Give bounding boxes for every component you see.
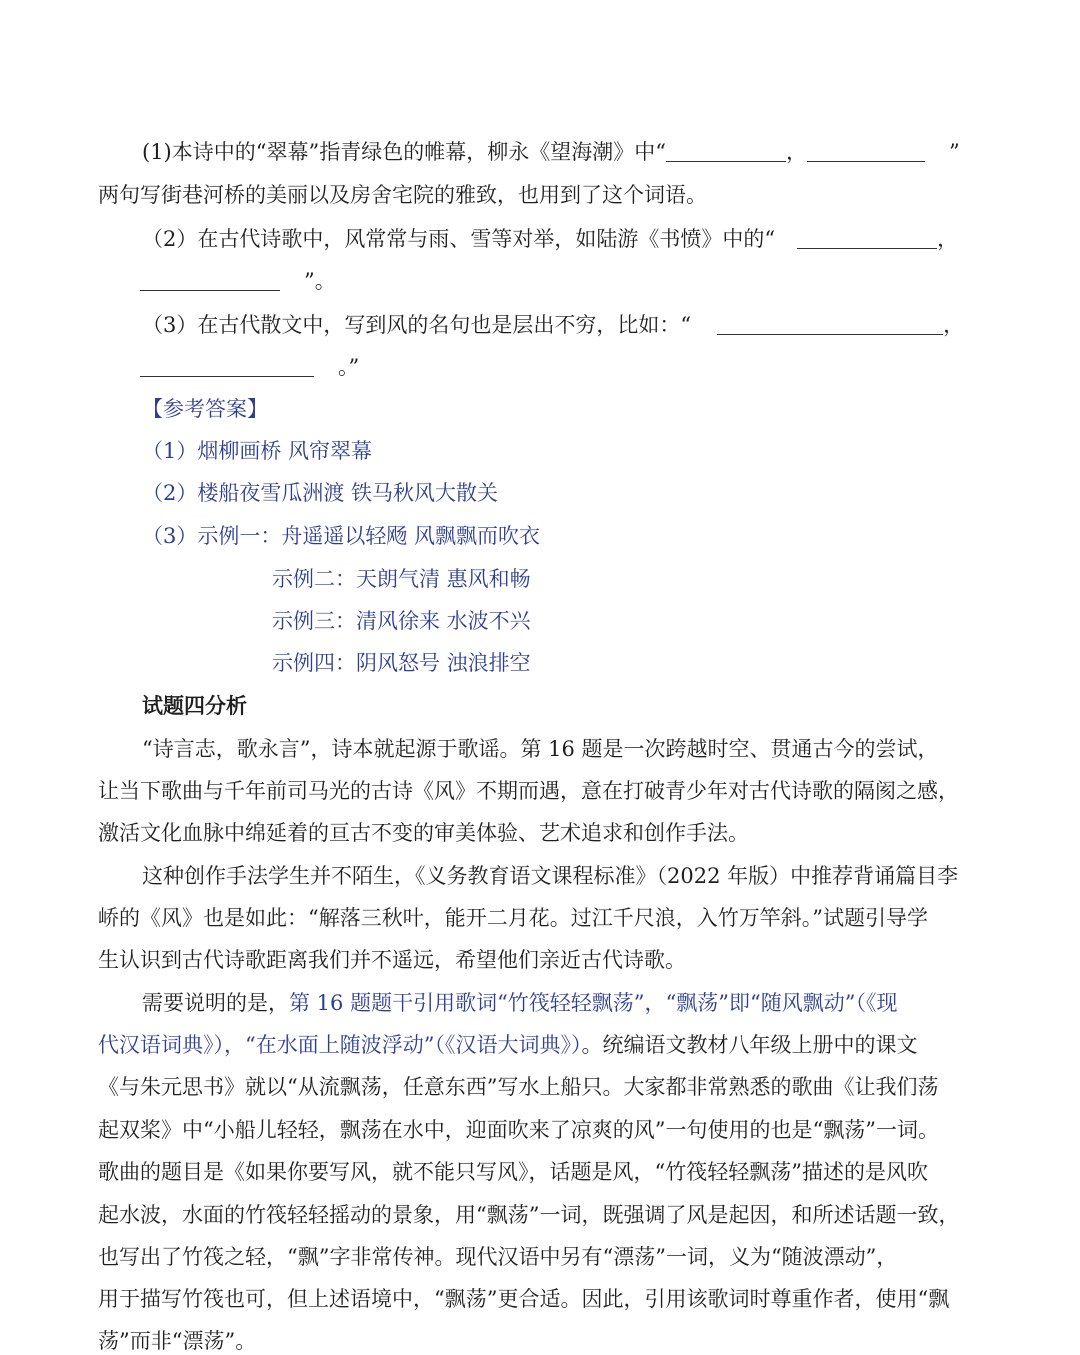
answer-blank	[140, 270, 280, 291]
question-1-line-2: 两句写街巷河桥的美丽以及房舍宅院的雅致，也用到了这个词语。	[98, 183, 707, 207]
answer-item-3: （3）示例一：舟遥遥以轻飏 风飘飘而吹衣	[142, 524, 541, 548]
analysis-p1-line: 激活文化血脉中绵延着的亘古不变的审美体验、艺术追求和创作手法。	[98, 821, 749, 845]
answer-blank	[797, 228, 937, 249]
analysis-p1-line: “诗言志，歌永言”，诗本就起源于歌谣。第 16 题是一次跨越时空、贯通古今的尝试，	[142, 737, 939, 761]
analysis-p3-line: 歌曲的题目是《如果你要写风，就不能只写风》，话题是风，“竹筏轻轻飘荡”描述的是风吹	[98, 1160, 928, 1184]
analysis-p3-line: 荡”而非“漂荡”。	[98, 1329, 257, 1353]
question-3-line-1	[142, 311, 988, 339]
question-2-close: ”。	[304, 269, 336, 293]
analysis-p3-line: 《与朱元思书》就以“从流飘荡，任意东西”写水上船只。大家都非常熟悉的歌曲《让我们荡	[98, 1075, 939, 1099]
analysis-p2-line: 这种创作手法学生并不陌生，《义务教育语文课程标准》（2022 年版）中推荐背诵篇目李	[142, 864, 959, 888]
question-2-line-1	[142, 225, 988, 253]
question-3-comma: ，	[943, 313, 965, 337]
question-2-text: 在古代诗歌中，风常常与雨、雪等对举，如陆游《书愤》中的“	[197, 227, 776, 251]
question-3-label: （3）	[142, 313, 198, 337]
answer-blank	[717, 314, 943, 335]
answer-blank	[666, 141, 786, 162]
answer-blank	[140, 356, 314, 377]
question-2-line-2	[98, 267, 988, 295]
question-3-line-2	[98, 353, 988, 381]
analysis-p3-highlight: 第 16 题题干引用歌词“竹筏轻轻飘荡”，“飘荡”即“随风飘动”（《现	[289, 991, 898, 1015]
analysis-heading: 试题四分析	[142, 693, 247, 718]
question-1-text: 本诗中的“翠幕”指青绿色的帷幕，柳永《望海潮》中“	[171, 140, 666, 164]
analysis-p3-line	[142, 989, 988, 1017]
analysis-p2-line: 生认识到古代诗歌距离我们并不遥远，希望他们亲近古代诗歌。	[98, 948, 686, 972]
answer-heading: 【参考答案】	[142, 397, 268, 421]
question-1-close-quote: ”	[948, 140, 960, 164]
answer-item-4: 示例二：天朗气清 惠风和畅	[272, 567, 531, 591]
question-1-line-1	[142, 138, 988, 166]
question-2-comma: ，	[937, 227, 959, 251]
question-3-text: 在古代散文中，写到风的名句也是层出不穷，比如：“	[197, 313, 692, 337]
analysis-p3-line: 也写出了竹筏之轻，“飘”字非常传神。现代汉语中另有“漂荡”一词，义为“随波漂动”，	[98, 1245, 898, 1269]
answer-item-5: 示例三：清风徐来 水波不兴	[272, 609, 531, 633]
question-1-label: (1)	[142, 140, 172, 164]
analysis-p2-line: 峤的《风》也是如此：“解落三秋叶，能开二月花。过江千尺浪，入竹万竿斜。”试题引导学	[98, 906, 928, 930]
question-2-label: （2）	[142, 227, 198, 251]
analysis-p3-line	[98, 1031, 988, 1059]
analysis-p3-line: 用于描写竹筏也可，但上述语境中，“飘荡”更合适。因此，引用该歌词时尊重作者，使用“飘	[98, 1287, 950, 1311]
analysis-p3-highlight: 代汉语词典》），“在水面上随波浮动”（《汉语大词典》）	[98, 1033, 582, 1057]
question-3-close: 。”	[338, 355, 360, 379]
answer-blank	[807, 141, 925, 162]
analysis-p3-line: 起水波，水面的竹筏轻轻摇动的景象，用“飘荡”一词，既强调了风是起因，和所述话题一致，	[98, 1203, 960, 1227]
answer-item-2: （2）楼船夜雪瓜洲渡 铁马秋风大散关	[142, 481, 499, 505]
question-1-comma: ，	[785, 140, 807, 164]
answer-item-6: 示例四：阴风怒号 浊浪排空	[272, 651, 531, 675]
analysis-p3-line: 起双桨》中“小船儿轻轻，飘荡在水中，迎面吹来了凉爽的风”一句使用的也是“飘荡”一词。	[98, 1118, 939, 1142]
answer-item-1: （1）烟柳画桥 风帘翠幕	[142, 439, 373, 463]
analysis-p3-text: 。统编语文教材八年级上册中的课文	[581, 1033, 918, 1057]
analysis-p3-text: 需要说明的是，	[142, 991, 289, 1015]
analysis-p1-line: 让当下歌曲与千年前司马光的古诗《风》不期而遇，意在打破青少年对古代诗歌的隔阂之感，	[98, 779, 959, 803]
